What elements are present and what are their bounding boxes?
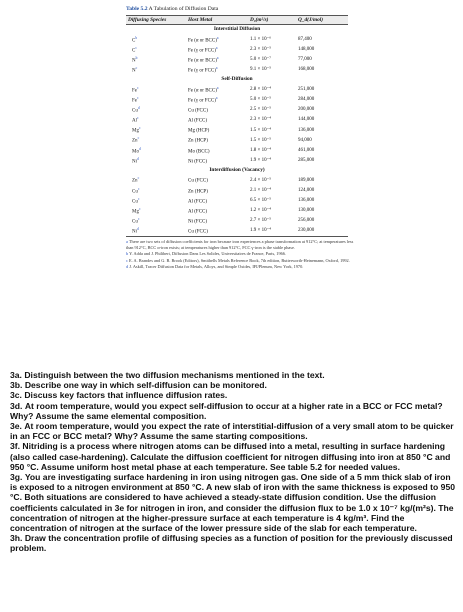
host-metal-text: Al (FCC) [188,199,208,205]
footnote-mark: a [215,65,218,70]
question-item [10,441,456,472]
section-title: Interdiffusion (Vacancy) [209,166,265,173]
host-metal-cell [186,206,248,216]
footnote [126,258,358,263]
footnote-mark: d [126,263,129,269]
table-row [126,95,348,105]
host-metal-cell [186,95,248,105]
footnote-mark: d [137,227,139,232]
host-metal-text: Al (FCC) [188,118,208,124]
host-metal-text: Al (FCC) [188,209,208,215]
question-text: At room temperature, would you expect self-diffusion to occur at a higher rate in a BCC or FCC metal? Why? Assume the same elemental composition. [10,400,443,421]
footnote-mark: a [216,85,219,90]
species-symbol: C [132,38,136,44]
question-number: 3h. [10,533,23,544]
footnote-mark: c [137,85,139,90]
section-header-row [126,166,348,176]
host-metal-cell [186,105,248,115]
host-metal-cell [186,115,248,125]
host-metal-text: Fe (γ or FCC) [188,48,216,54]
question-text: At room temperature, would you expect the rate of interstitial-diffusion of a very small atom to be quicker in an FCC or BCC metal? Why? Assume the same starting compositions. [10,421,454,442]
host-metal-text: Ni (FCC) [188,159,208,165]
footnote-mark: c [137,196,140,201]
section-title: Self-Diffusion [221,76,253,83]
qd-cell: 200,000 [298,107,315,113]
d0-cell: 1.5 × 10⁻⁵ [250,137,271,143]
footnote-mark: c [137,136,140,141]
species-symbol: Cu [132,219,138,225]
table-row [126,105,348,115]
species-cell [126,216,186,226]
host-metal-cell [186,65,248,75]
host-metal-cell [186,85,248,95]
question-number: 3g. [10,472,23,483]
footnote-mark: c [137,186,140,191]
host-metal-cell [186,186,248,196]
footnote-text: Y. Adda and J. Philibert, Diffusion Dans Les Solides, Universitaires de France, Paris, 1966. [129,251,286,257]
species-cell [126,95,186,105]
qd-cell: 256,000 [298,218,315,224]
header-host-metal: Host Metal [186,16,248,25]
question-text: Discuss key factors that influence diffusion rates. [24,390,228,401]
footnote-mark: c [135,65,138,70]
question-text: You are investigating surface hardening in iron using nitrogen gas. One side of a 5 mm thick slab of iron is exposed to a nitrogen environment at 850 °C. A new slab of iron with the same thickness is exposed to 950 °C. Both situations are considered to have achieved a steady-state diffusion condition. Use the diffusion coefficients calculated in 3e for nitrogen in iron, and consider the diffusion flux to be 1.0 x 10⁻⁷ kg/(m²s). The concentration of nitrogen at the higher-pressure surface at each temperature is 4 kg/m³. Find the concentration of nitrogen at the surface of the lower pressure side of the slab for each temperature. [10,472,456,534]
host-metal-text: Fe (α or BCC) [188,88,217,94]
species-cell [126,85,186,95]
species-symbol: Mo [132,149,139,155]
section-header-row [126,75,348,85]
table-row [126,55,348,65]
host-metal-text: Ni (FCC) [188,219,208,225]
question-number: 3e. [10,421,22,432]
table-caption [126,6,410,12]
qd-cell: 285,000 [298,158,315,164]
species-cell [126,175,186,185]
species-cell [126,226,186,237]
question-item [10,390,456,400]
d0-cell: 1.1 × 10⁻⁶ [250,36,271,42]
d0-cell: 9.1 × 10⁻⁵ [250,67,271,73]
species-cell [126,105,186,115]
d0-cell: 1.9 × 10⁻⁴ [248,226,296,237]
qd-cell: 461,000 [298,147,315,153]
footnote-mark: c [137,176,140,181]
header-qd: Q_d(J/mol) [296,16,348,25]
host-metal-text: Fe (α or BCC) [188,38,217,44]
table-header-row [126,16,348,25]
qd-cell: 77,000 [298,57,312,63]
footnote-mark: a [215,95,218,100]
species-cell [126,146,186,156]
footnote-mark: b [135,55,138,60]
footnote-mark: d [137,156,139,161]
table-title: A Tabulation of Diffusion Data [148,6,219,12]
species-cell [126,45,186,55]
species-cell [126,35,186,45]
host-metal-text: Mo (BCC) [188,149,210,155]
host-metal-cell [186,226,248,237]
species-symbol: N [132,58,136,64]
footnote-mark: a [216,35,219,40]
host-metal-cell [186,125,248,135]
host-metal-cell [186,55,248,65]
footnote-mark: c [138,206,141,211]
question-item [10,401,456,421]
footnote-mark: c [138,126,141,131]
question-item [10,472,456,533]
qd-cell: 168,000 [298,67,315,73]
footnote-mark: d [137,105,140,110]
host-metal-text: Fe (α or BCC) [188,58,217,64]
host-metal-text: Zn (HCP) [188,189,208,195]
table-row [126,125,348,135]
table-body [126,25,348,237]
host-metal-text: Cu (FCC) [188,229,208,235]
host-metal-cell [186,175,248,185]
qd-cell: 148,000 [298,46,315,52]
qd-cell: 189,000 [298,177,315,183]
species-symbol: Ni [132,229,137,235]
host-metal-text: Mg (HCP) [188,128,210,134]
host-metal-cell [186,196,248,206]
question-number: 3c. [10,390,22,401]
host-metal-cell [186,146,248,156]
footnote-text: There are two sets of diffusion coefficients for iron because iron experiences a phase transformation at 912°C; at temperatures less than 912°C, BCC α-iron exists; at temperatures higher than 912°C, FCC γ-iron is the stable phase. [126,239,354,250]
table-row [126,85,348,95]
host-metal-text: Fe (γ or FCC) [188,98,216,104]
species-symbol: Fe [132,88,137,94]
host-metal-text: Zn (HCP) [188,139,208,145]
d0-cell: 1.8 × 10⁻⁴ [250,147,271,153]
host-metal-cell [186,135,248,145]
table-row [126,156,348,166]
diffusion-table-figure [120,6,410,270]
section-title: Interstitial Diffusion [213,26,261,32]
qd-cell: 284,000 [298,97,315,103]
question-number: 3b. [10,380,23,391]
d0-cell: 2.1 × 10⁻⁴ [250,187,271,193]
d0-cell: 5.0 × 10⁻⁵ [250,97,271,103]
table-number: Table 5.2 [126,6,148,12]
footnote [126,264,358,269]
footnote-text: J. Askill, Tracer Diffusion Data for Metals, Alloys, and Simple Oxides, IFI/Plenum, New York, 1970. [129,263,304,269]
section-header-row [126,25,348,35]
d0-cell: 1.2 × 10⁻⁴ [250,208,271,214]
question-item [10,533,456,553]
question-list [10,370,456,554]
footnote-mark: b [135,35,138,40]
host-metal-text: Cu (FCC) [188,179,208,185]
table-row [126,206,348,216]
d0-cell: 2.4 × 10⁻⁵ [250,177,271,183]
footnote-mark: a [215,45,218,50]
host-metal-cell [186,35,248,45]
question-number: 3d. [10,400,23,411]
question-item [10,370,456,380]
qd-cell: 251,000 [298,86,315,92]
qd-cell: 144,000 [298,117,315,123]
species-symbol: Ni [132,159,137,165]
question-text: Describe one way in which self-diffusion can be monitored. [24,380,267,391]
host-metal-cell [186,45,248,55]
table-row [126,45,348,55]
d0-cell: 2.3 × 10⁻⁵ [250,46,271,52]
table-footnotes [126,239,358,269]
species-cell [126,125,186,135]
species-symbol: C [132,48,136,54]
footnote-mark: b [126,251,129,257]
question-text: Draw the concentration profile of diffusing species as a function of position for the previously discussed problem. [10,533,453,554]
footnote-text: E. A. Brandes and G. B. Brook (Editors), Smithells Metals Reference Book, 7th edition, Butterworth-Heinemann, Oxford, 1992. [129,257,350,263]
table-row [126,226,348,237]
footnote-mark: c [137,217,140,221]
table-row [126,175,348,185]
footnote-mark: c [135,45,137,50]
question-item [10,380,456,390]
species-symbol: Cu [132,108,138,114]
species-symbol: Cu [132,189,138,195]
table-row [126,186,348,196]
species-symbol: N [132,68,136,74]
qd-cell: 124,000 [298,187,315,193]
question-number: 3a. [10,370,22,380]
d0-cell: 2.8 × 10⁻⁴ [250,86,271,92]
host-metal-cell [186,156,248,166]
qd-cell: 87,400 [298,36,312,42]
species-symbol: Fe [132,98,137,104]
species-symbol: Zn [132,139,138,145]
species-symbol: Mg [132,209,139,215]
question-text: Nitriding is a process where nitrogen atoms can be diffused into a metal, resulting in surface hardening (also called case-hardening). Calculate the diffusion coefficient for nitrogen diffusing into iron at 850 °C and 950 °C. Assume uniform host metal phase at each temperature. See table 5.2 for needed values. [10,441,451,472]
species-cell [126,196,186,206]
question-text: Distinguish between the two diffusion mechanisms mentioned in the text. [24,370,325,380]
host-metal-text: Fe (γ or FCC) [188,68,216,74]
footnote-mark: a [216,55,219,60]
d0-cell: 2.5 × 10⁻⁵ [250,107,271,113]
diffusion-data-table [126,15,348,237]
d0-cell: 2.3 × 10⁻⁴ [250,117,271,123]
species-cell [126,65,186,75]
species-cell [126,206,186,216]
d0-cell: 1.5 × 10⁻⁴ [250,127,271,133]
species-symbol: Al [132,118,137,124]
header-d0: D₀(m²/s) [248,16,296,25]
table-row [126,35,348,45]
table-row [126,216,348,226]
host-metal-text: Cu (FCC) [188,108,208,114]
qd-cell: 136,000 [298,198,315,204]
species-cell [126,186,186,196]
footnote-mark: c [137,116,139,121]
header-diffusing-species: Diffusing Species [126,16,186,25]
footnote-mark: c [137,95,139,100]
question-item [10,421,456,441]
d0-cell: 2.7 × 10⁻⁵ [250,218,271,224]
question-number: 3f. [10,441,21,452]
table-row [126,196,348,206]
footnote [126,239,358,250]
footnote-mark: d [138,146,141,151]
qd-cell: 94,000 [298,137,312,143]
species-symbol: Mg [132,128,139,134]
qd-cell: 136,000 [298,127,315,133]
species-cell [126,156,186,166]
table-row [126,146,348,156]
table-row [126,135,348,145]
footnote-mark: a [126,239,128,245]
d0-cell: 5.0 × 10⁻⁷ [250,57,271,63]
qd-cell: 130,000 [298,208,315,214]
species-symbol: Zn [132,179,138,185]
table-row [126,65,348,75]
species-cell [126,115,186,125]
footnote-mark: c [126,257,128,263]
species-symbol: Cu [132,199,138,205]
species-cell [126,135,186,145]
table-row [126,115,348,125]
footnote [126,251,358,256]
host-metal-cell [186,216,248,226]
d0-cell: 6.5 × 10⁻⁵ [250,198,271,204]
qd-cell: 230,000 [296,226,348,237]
species-cell [126,55,186,65]
d0-cell: 1.9 × 10⁻⁴ [250,158,271,164]
